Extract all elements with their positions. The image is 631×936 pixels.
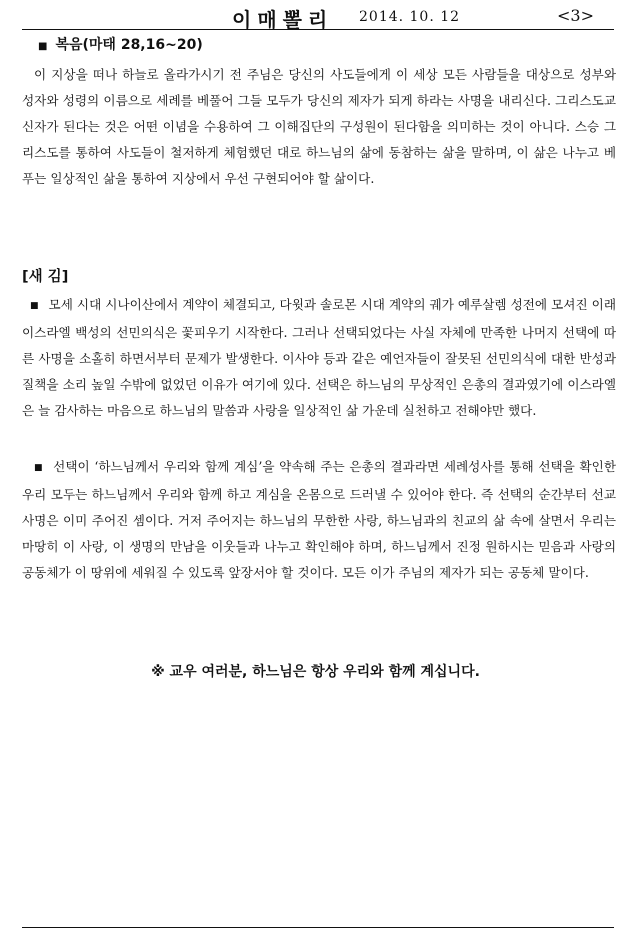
- bulletin-header: [22, 4, 614, 32]
- reflection-paragraph-2: [22, 454, 616, 586]
- square-bullet-icon: ■: [30, 301, 39, 311]
- page-number: <3>: [557, 6, 594, 25]
- square-bullet-icon: ■: [34, 463, 44, 473]
- reflection-heading: [새 김]: [22, 269, 69, 285]
- bulletin-title: 이매뽈리: [232, 8, 334, 32]
- footer-rule: [22, 927, 614, 928]
- gospel-heading: [38, 34, 203, 54]
- header-rule: [22, 29, 614, 30]
- bulletin-date: 2014. 10. 12: [359, 9, 461, 25]
- closing-message: ※ 교우 여러분, 하느님은 항상 우리와 함께 계십니다.: [151, 664, 480, 680]
- gospel-paragraph: 이 지상을 떠나 하늘로 올라가시기 전 주님은 당신의 사도들에게 이 세상 모든 사람들을 대상으로 성부와 성자와 성령의 이름으로 세례를 베풀어 그들 모두가 당신의 제자가 되게 하라는 사명을 내리신다. 그리스도교 신자가 된다는 것은 어떤 이념을 수용하여 그 이해집단의 구성원이 된다함을 의미하는 것이 아니다. 스승 그리스도를 통하여 사도들이 철저하게 체험했던 대로 하느님의 삶에 동참하는 삶을 말하며, 이 삶은 나누고 베푸는 일상적인 삶을 통하여 지상에서 우선 구현되어야 할 삶이다.: [22, 67, 616, 186]
- square-bullet-icon: ■: [38, 41, 48, 52]
- reflection-paragraph-2-text: 선택이 ‘하느님께서 우리와 함께 계심’을 약속해 주는 은총의 결과라면 세례성사를 통해 선택을 확인한 우리 모두는 하느님께서 우리와 함께 하고 계심을 온몸으로 드러낼 수 있어야 한다. 즉 선택의 순간부터 선교사명은 이미 주어진 셈이다. 거저 주어지는 하느님의 무한한 사랑, 하느님과의 친교의 삶 속에 살면서 우리는 마땅히 이 사랑, 이 생명의 만남을 이웃들과 나누고 확인해야 하며, 하느님께서 진정 원하시는 믿음과 사랑의 공동체가 이 땅위에 세워질 수 있도록 앞장서야 할 것이다. 모든 이가 주님의 제자가 되는 공동체 말이다.: [22, 459, 616, 580]
- reflection-paragraph-1: [22, 292, 616, 424]
- reflection-paragraph-1-text: 모세 시대 시나이산에서 계약이 체결되고, 다윗과 솔로몬 시대 계약의 궤가 예루살렘 성전에 모셔진 이래 이스라엘 백성의 선민의식은 꽃피우기 시작한다. 그러나 선택되었다는 사실 자체에 만족한 나머지 선택에 따른 사명을 소홀히 하면서부터 문제가 발생한다. 이사야 등과 같은 예언자들이 잘못된 선민의식에 대한 반성과 질책을 소리 높일 수밖에 없었던 이유가 여기에 있다. 선택은 하느님의 무상적인 은총의 결과였기에 이스라엘은 늘 감사하는 마음으로 하느님의 말씀과 사랑을 일상적인 삶 가운데 실천하고 전해야만 했다.: [22, 297, 616, 418]
- gospel-heading-text: 복음(마태 28,16~20): [55, 37, 203, 53]
